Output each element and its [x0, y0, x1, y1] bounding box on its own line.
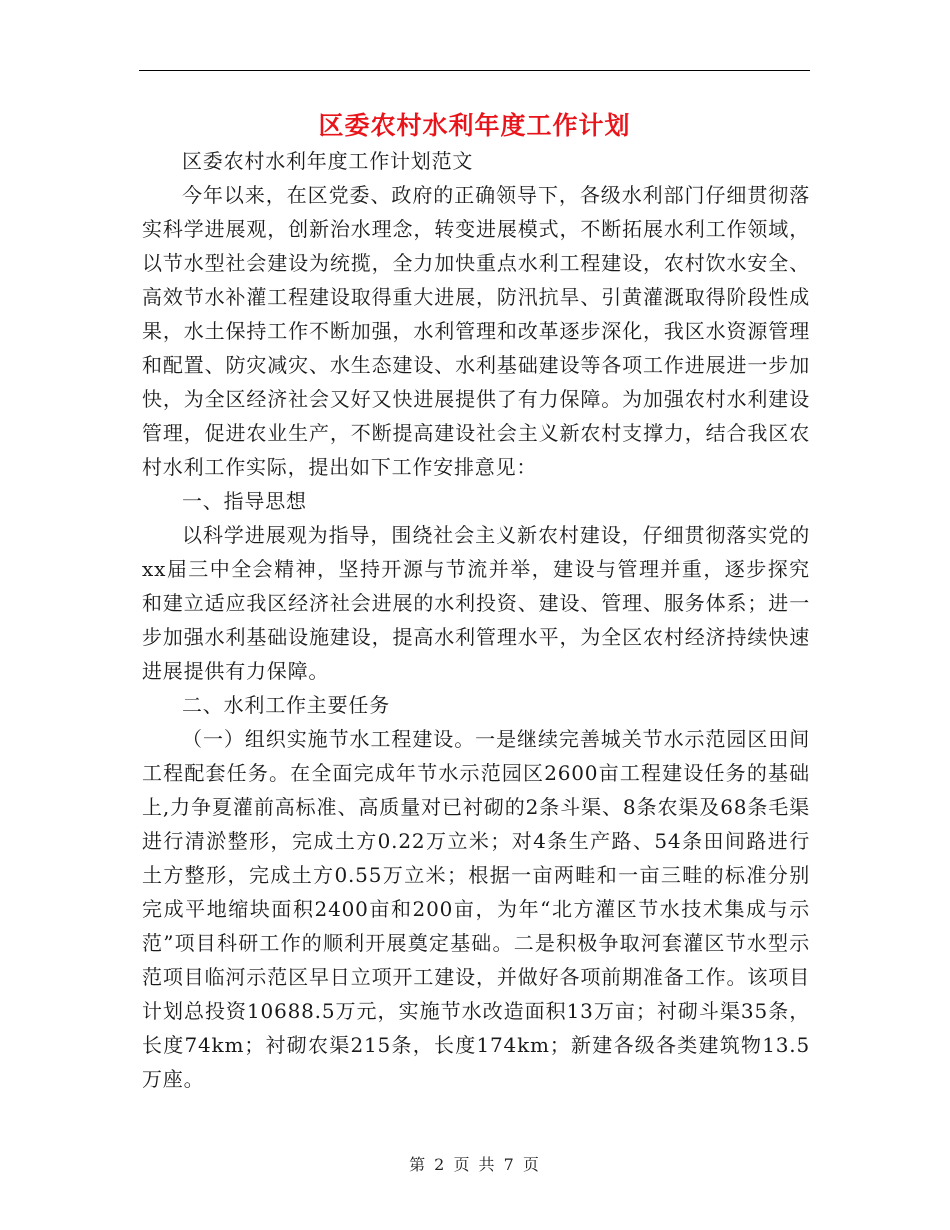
header-rule — [139, 70, 810, 71]
paragraph-task-one: （一）组织实施节水工程建设。一是继续完善城关节水示范园区田间工程配套任务。在全面完成年节水示范园区2600亩工程建设任务的基础上,力争夏灌前高标准、高质量对已衬砌的2条斗渠、8条农渠及68条毛渠进行清淤整形，完成土方0.22万立米；对4条生产路、54条田间路进行土方整形，完成土方0.55万立米；根据一亩两畦和一亩三畦的标准分别完成平地缩块面积2400亩和200亩，为年“北方灌区节水技术集成与示范”项目科研工作的顺利开展奠定基础。二是积极争取河套灌区节水型示范项目临河示范区早日立项开工建设，并做好各项前期准备工作。该项目计划总投资10688.5万元，实施节水改造面积13万亩；衬砌斗渠35条，长度74km；衬砌农渠215条，长度174km；新建各级各类建筑物13.5万座。 — [142, 727, 810, 1091]
page-number: 第 2 页 共 7 页 — [409, 1155, 541, 1174]
document-body — [142, 144, 810, 1096]
section-heading-guiding-ideology: 一、指导思想 — [182, 489, 307, 513]
paragraph-intro: 今年以来，在区党委、政府的正确领导下，各级水利部门仔细贯彻落实科学进展观，创新治水理念，转变进展模式，不断拓展水利工作领域，以节水型社会建设为统揽，全力加快重点水利工程建设，农村饮水安全、高效节水补灌工程建设取得重大进展，防汛抗旱、引黄灌溉取得阶段性成果，水土保持工作不断加强，水利管理和改革逐步深化，我区水资源管理和配置、防灾减灾、水生态建设、水利基础建设等各项工作进展进一步加快，为全区经济社会又好又快进展提供了有力保障。为加强农村水利建设管理，促进农业生产，不断提高建设社会主义新农村支撑力，结合我区农村水利工作实际，提出如下工作安排意见： — [142, 183, 810, 479]
paragraph-subtitle: 区委农村水利年度工作计划范文 — [182, 149, 474, 173]
section-heading-main-tasks: 二、水利工作主要任务 — [182, 693, 390, 717]
paragraph-guiding-ideology: 以科学进展观为指导，围绕社会主义新农村建设，仔细贯彻落实党的xx届三中全会精神，坚持开源与节流并举，建设与管理并重，逐步探究和建立适应我区经济社会进展的水利投资、建设、管理、服务体系；进一步加强水利基础设施建设，提高水利管理水平，为全区农村经济持续快速进展提供有力保障。 — [142, 523, 810, 683]
document-title: 区委农村水利年度工作计划 — [318, 111, 631, 140]
